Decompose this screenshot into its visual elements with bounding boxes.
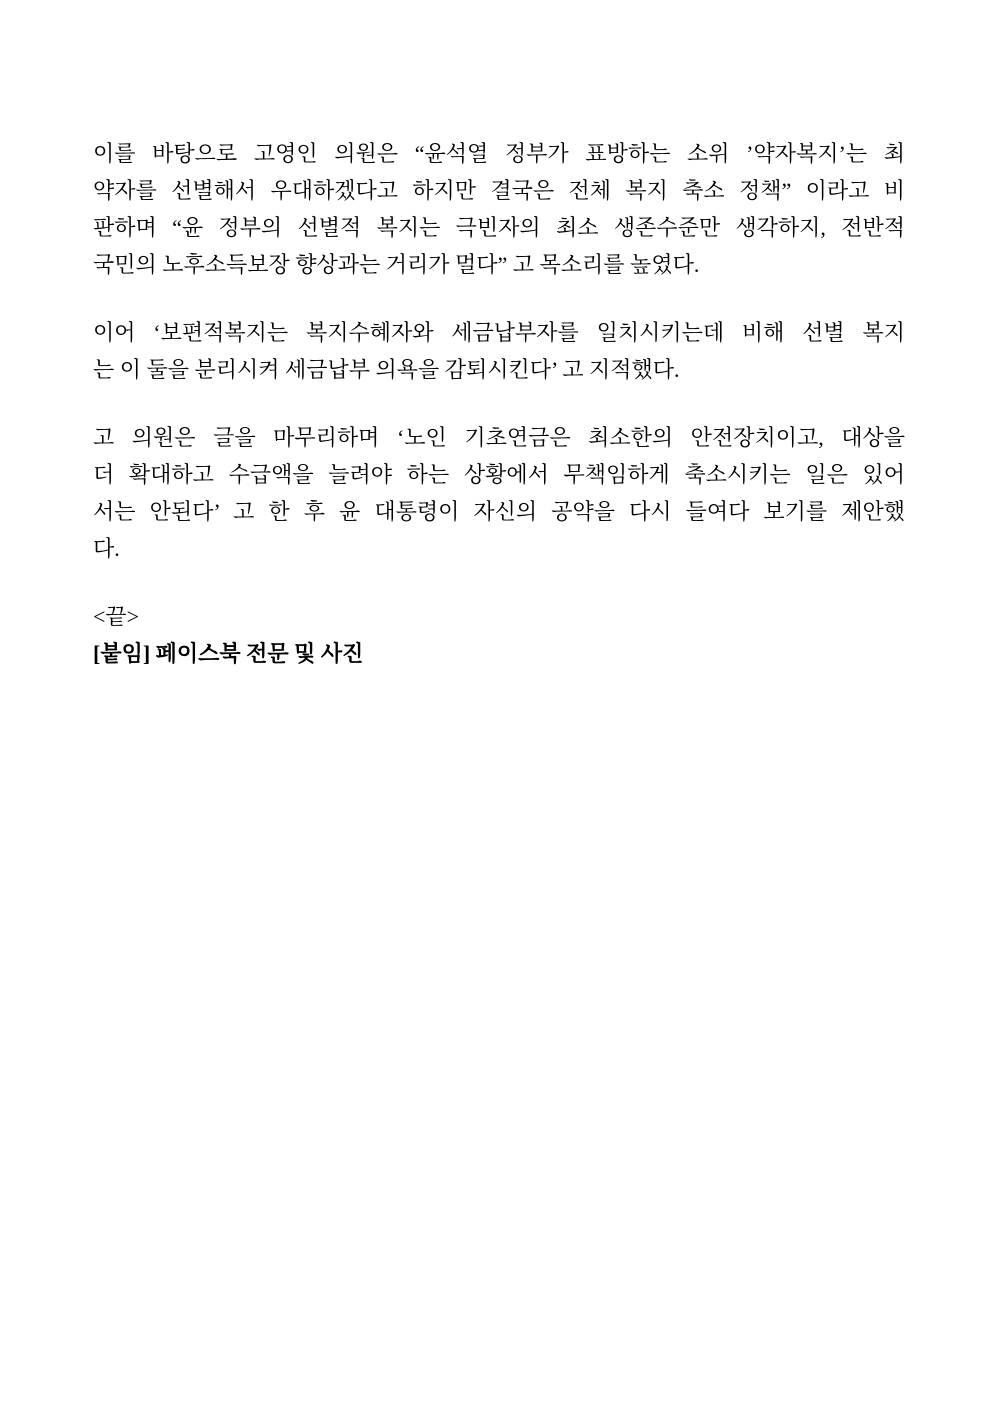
document-content <box>93 135 905 672</box>
text-line: 약자를 선별해서 우대하겠다고 하지만 결국은 전체 복지 축소 정책” 이라고 비 <box>93 178 905 203</box>
text-line: 는 이 둘을 분리시켜 세금납부 의욕을 감퇴시킨다’ 고 지적했다. <box>93 357 680 382</box>
paragraph-conclusion <box>93 419 905 567</box>
text-line: 이어 ‘보편적복지는 복지수혜자와 세금납부자를 일치시키는데 비해 선별 복지 <box>93 320 905 345</box>
paragraph-welfare-comparison <box>93 314 905 388</box>
attachment-note <box>93 635 905 672</box>
paragraph-criticism <box>93 135 905 283</box>
text-line: 다. <box>93 536 120 561</box>
text-line: 서는 안된다’ 고 한 후 윤 대통령이 자신의 공약을 다시 들여다 보기를 제안했 <box>93 499 905 524</box>
text-line: 국민의 노후소득보장 향상과는 거리가 멀다” 고 목소리를 높였다. <box>93 252 700 277</box>
text-line: 판하며 “윤 정부의 선별적 복지는 극빈자의 최소 생존수준만 생각하지, 전반적 <box>93 215 905 240</box>
text-line: 이를 바탕으로 고영인 의원은 “윤석열 정부가 표방하는 소위 ’약자복지’는 최 <box>93 141 905 166</box>
text-line: 고 의원은 글을 마무리하며 ‘노인 기초연금은 최소한의 안전장치이고, 대상을 <box>93 425 905 450</box>
end-marker <box>93 598 905 635</box>
end-marker-text: <끝> <box>93 604 140 629</box>
text-line: 더 확대하고 수급액을 늘려야 하는 상황에서 무책임하게 축소시키는 일은 있어 <box>93 462 905 487</box>
attachment-note-text: [붙임] 페이스북 전문 및 사진 <box>93 641 364 666</box>
